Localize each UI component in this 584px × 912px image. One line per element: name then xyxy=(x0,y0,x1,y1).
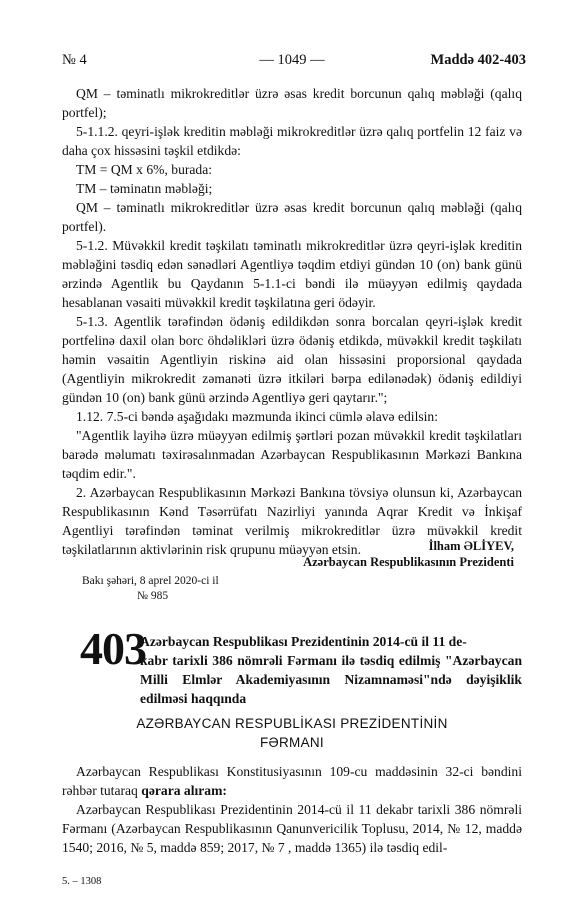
bottom-text-block xyxy=(62,762,522,857)
formula: TM = QM x 6%, burada: xyxy=(76,162,213,177)
paragraph: Azərbaycan Respublikası Prezidentinin 2014-cü il 11 dekabr tarixli 386 nömrəli Fərmanı (Azərbaycan Respublikasının Qanunvericilik Toplusu, 2014, № 12, maddə 1540; 2016, № 5, maddə 859; 2017, № 7 , maddə 1365) ilə təsdiq edil- xyxy=(62,802,522,855)
heading-line: FƏRMANI xyxy=(259,735,324,750)
paragraph: 2. Azərbaycan Respublikasının Mərkəzi Bankına tövsiyə olunsun ki, Azərbaycan Respublikasının Kənd Təsərrüfatı Nazirliyi yanında Aqrar Kredit və İnkişaf Agentliyi tərəfindən təminat verilmiş mikrokreditlər üzrə müvəkkil kredit təşkilatlarının aktivlərinin risk qrupunu müəyyən etsin. xyxy=(62,485,522,557)
decree-heading xyxy=(62,714,522,752)
place-date-line: Bakı şəhəri, 8 aprel 2020-ci il xyxy=(82,575,219,587)
place-date xyxy=(82,574,219,604)
paragraph: QM – təminatlı mikrokreditlər üzrə əsas kredit borcunun qalıq məbləği (qalıq portfel); xyxy=(62,86,522,120)
print-code: 5. – 1308 xyxy=(62,876,102,887)
quoted-paragraph: "Agentlik layihə üzrə müəyyən edilmiş şərtləri pozan müvəkkil kredit təşkilatları barədə məlumatı təxirəsalınmadan Azərbaycan Respublikasının Mərkəzi Bankına təqdim edir.". xyxy=(62,428,522,481)
paragraph: TM – təminatın məbləği; xyxy=(76,181,213,196)
paragraph: QM – təminatlı mikrokreditlər üzrə əsas kredit borcunun qalıq məbləği (qalıq portfel). xyxy=(62,200,522,234)
paragraph: 5-1.1.2. qeyri-işlək kreditin məbləği mikrokreditlər üzrə qalıq portfelin 12 faiz və daha çox hissəsini təşkil etdikdə: xyxy=(62,124,522,158)
paragraph: 1.12. 7.5-ci bəndə aşağıdakı məzmunda ikinci cümlə əlavə edilsin: xyxy=(76,409,439,424)
heading-line: AZƏRBAYCAN RESPUBLİKASI PREZİDENTİNİN xyxy=(136,716,448,731)
issue-number: № 4 xyxy=(62,52,87,68)
paragraph xyxy=(62,762,522,800)
signatory-title: Azərbaycan Respublikasının Prezidenti xyxy=(303,555,514,569)
page-number: — 1049 — xyxy=(259,52,325,68)
paragraph-text: Azərbaycan Respublikası Konstitusiyasının 109-cu maddəsinin 32-ci bəndini rəhbər tutaraq xyxy=(62,764,522,798)
decree-number: № 985 xyxy=(137,590,169,602)
signatory-name: İlham ƏLİYEV, xyxy=(428,539,514,553)
document-title-rest: kabr tarixli 386 nömrəli Fərmanı ilə təsdiq edilmiş "Azərbaycan Milli Elmlər Akademiyasının Nizamnaməsi"ndə dəyişiklik edilməsi haqqında xyxy=(140,653,522,706)
document-title xyxy=(140,632,522,708)
section-range: Maddə 402-403 xyxy=(430,52,526,68)
paragraph: 5-1.3. Agentlik tərəfindən ödəniş edildikdən sonra borcalan qeyri-işlək kredit portfelinə daxil olan borc öhdəlikləri üzrə ödəniş etdikdə, müvəkkil kredit təşkilatı həmin vəsaitin Agentliyin riskinə aid olan hissəsini proporsional qaydada (Agentliyin mikrokredit zəmanəti üzrə itkiləri bərpa edilənədək) ödəniş edildiyi gündən 10 (on) bank günü ərzində Agentliyə geri qaytarır."; xyxy=(62,314,522,405)
top-text-block xyxy=(62,84,522,559)
resolution-phrase: qərara alıram: xyxy=(141,783,227,798)
document-title-line: Azərbaycan Respublikası Prezidentinin 2014-cü il 11 de- xyxy=(140,634,467,649)
signature-block xyxy=(303,538,514,570)
paragraph: 5-1.2. Müvəkkil kredit təşkilatı təminatlı mikrokreditlər üzrə qeyri-işlək kreditin məbləğini təsdiq edən sənədləri Agentliyə təqdim etdiyi gündən 10 (on) bank günü ərzində Agentlik bu Qaydanın 5-1.1-ci bəndi ilə müəyyən edilmiş qaydada hesablanan vəsaiti müvəkkil kredit təşkilatına geri ödəyir. xyxy=(62,238,522,310)
document-number: 403 xyxy=(80,623,146,674)
